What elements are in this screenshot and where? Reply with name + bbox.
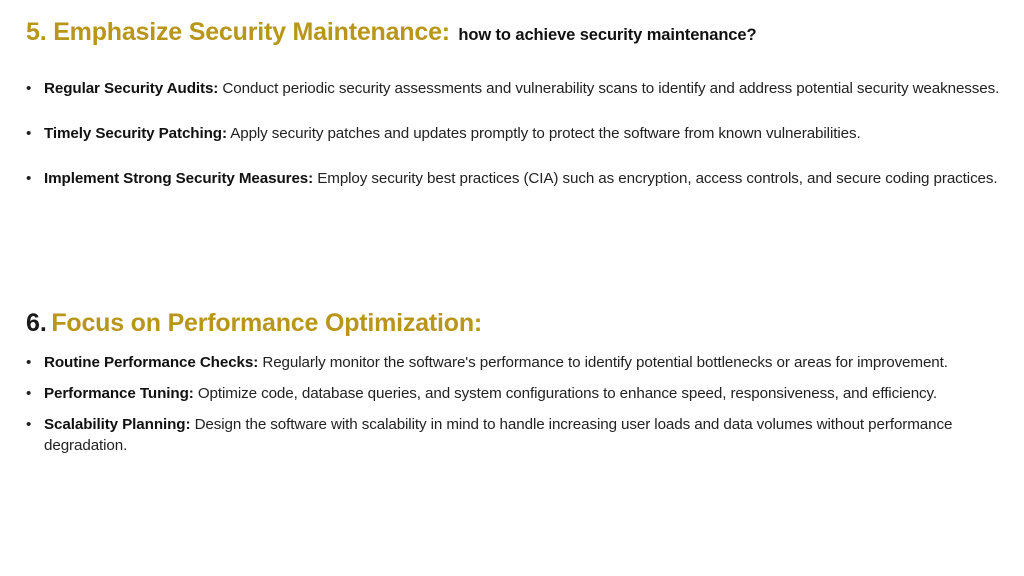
section-5-bullet-list	[26, 72, 1011, 207]
bullet-text: Optimize code, database queries, and system configurations to enhance speed, responsiveness, and efficiency.	[197, 385, 938, 402]
bullet-item-security-audits	[26, 72, 1011, 106]
section-6-bullet-list	[26, 352, 1011, 466]
bullet-label: Routine Performance Checks:	[44, 354, 259, 371]
bullet-text: Design the software with scalability in mind to handle increasing user loads and data volumes without performance degradation.	[44, 416, 953, 454]
bullet-label: Performance Tuning:	[44, 385, 194, 402]
bullet-item-security-patching	[26, 117, 1011, 151]
bullet-item-performance-tuning	[26, 383, 1011, 404]
bullet-label: Implement Strong Security Measures:	[44, 170, 314, 187]
bullet-text: Employ security best practices (CIA) such as encryption, access controls, and secure coding practices.	[317, 170, 998, 187]
bullet-text: Regularly monitor the software's performance to identify potential bottlenecks or areas for improvement.	[262, 354, 948, 371]
bullet-label: Regular Security Audits:	[44, 80, 219, 97]
bullet-item-scalability-planning	[26, 414, 1011, 456]
bullet-text: Conduct periodic security assessments and vulnerability scans to identify and address potential security weaknesses.	[222, 80, 1000, 97]
bullet-text: Apply security patches and updates promptly to protect the software from known vulnerabilities.	[230, 125, 861, 142]
bullet-item-performance-checks	[26, 352, 1011, 373]
section-5-heading	[26, 18, 756, 47]
bullet-label: Scalability Planning:	[44, 416, 191, 433]
section-5-title: 5. Emphasize Security Maintenance:	[26, 18, 450, 46]
section-6-title: Focus on Performance Optimization:	[51, 309, 483, 337]
bullet-item-security-measures	[26, 162, 1011, 196]
section-5-subtitle: how to achieve security maintenance?	[458, 26, 757, 44]
section-6-number: 6.	[26, 309, 47, 337]
bullet-label: Timely Security Patching:	[44, 125, 227, 142]
section-6-heading	[26, 309, 482, 338]
